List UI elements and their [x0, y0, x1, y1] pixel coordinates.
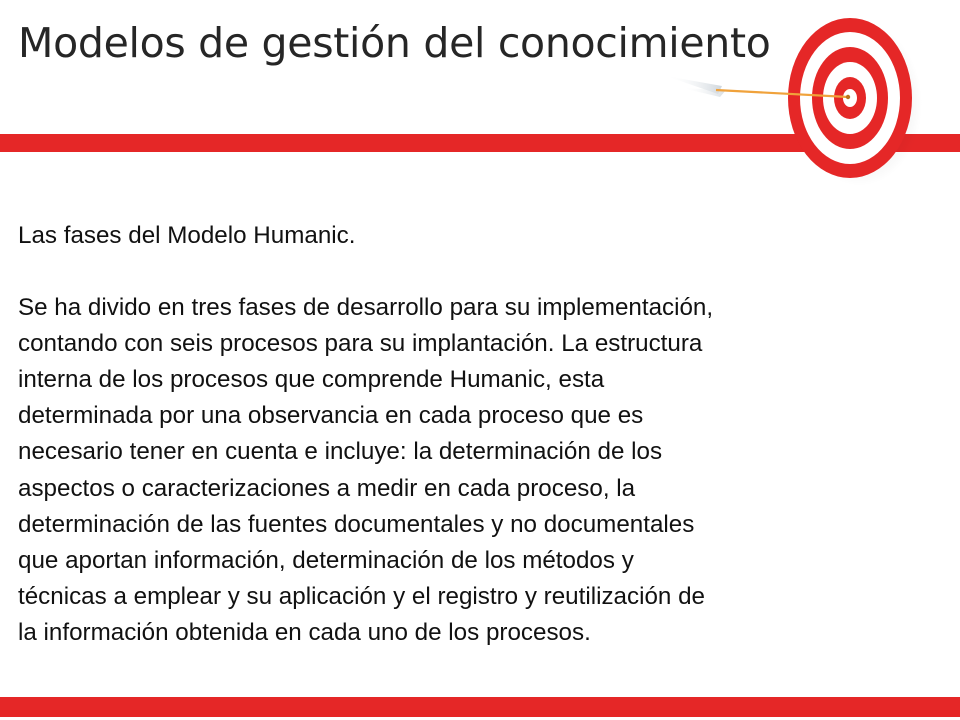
body-text-line: que aportan información, determinación de los métodos y: [18, 546, 634, 574]
body-text-line: determinada por una observancia en cada proceso que es: [18, 402, 644, 430]
content-subtitle: Las fases del Modelo Humanic.: [18, 222, 356, 249]
body-text-line: la información obtenida en cada uno de los procesos.: [18, 618, 591, 646]
slide-title: Modelos de gestión del conocimiento: [18, 19, 771, 67]
body-text-line: interna de los procesos que comprende Humanic, esta: [18, 366, 605, 394]
body-text-line: aspectos o caracterizaciones a medir en cada proceso, la: [18, 474, 636, 502]
body-text-line: determinación de las fuentes documentales y no documentales: [18, 510, 695, 538]
body-text-line: contando con seis procesos para su implantación. La estructura: [18, 330, 703, 358]
body-text-line: necesario tener en cuenta e incluye: la determinación de los: [18, 438, 663, 466]
slide-content: [18, 218, 938, 651]
bullseye-with-arrow-icon: [660, 0, 960, 200]
body-text-line: técnicas a emplear y su aplicación y el registro y reutilización de: [18, 582, 705, 610]
body-text-line: Se ha divido en tres fases de desarrollo para su implementación,: [18, 294, 714, 322]
bottom-accent-stripe: [0, 697, 960, 717]
